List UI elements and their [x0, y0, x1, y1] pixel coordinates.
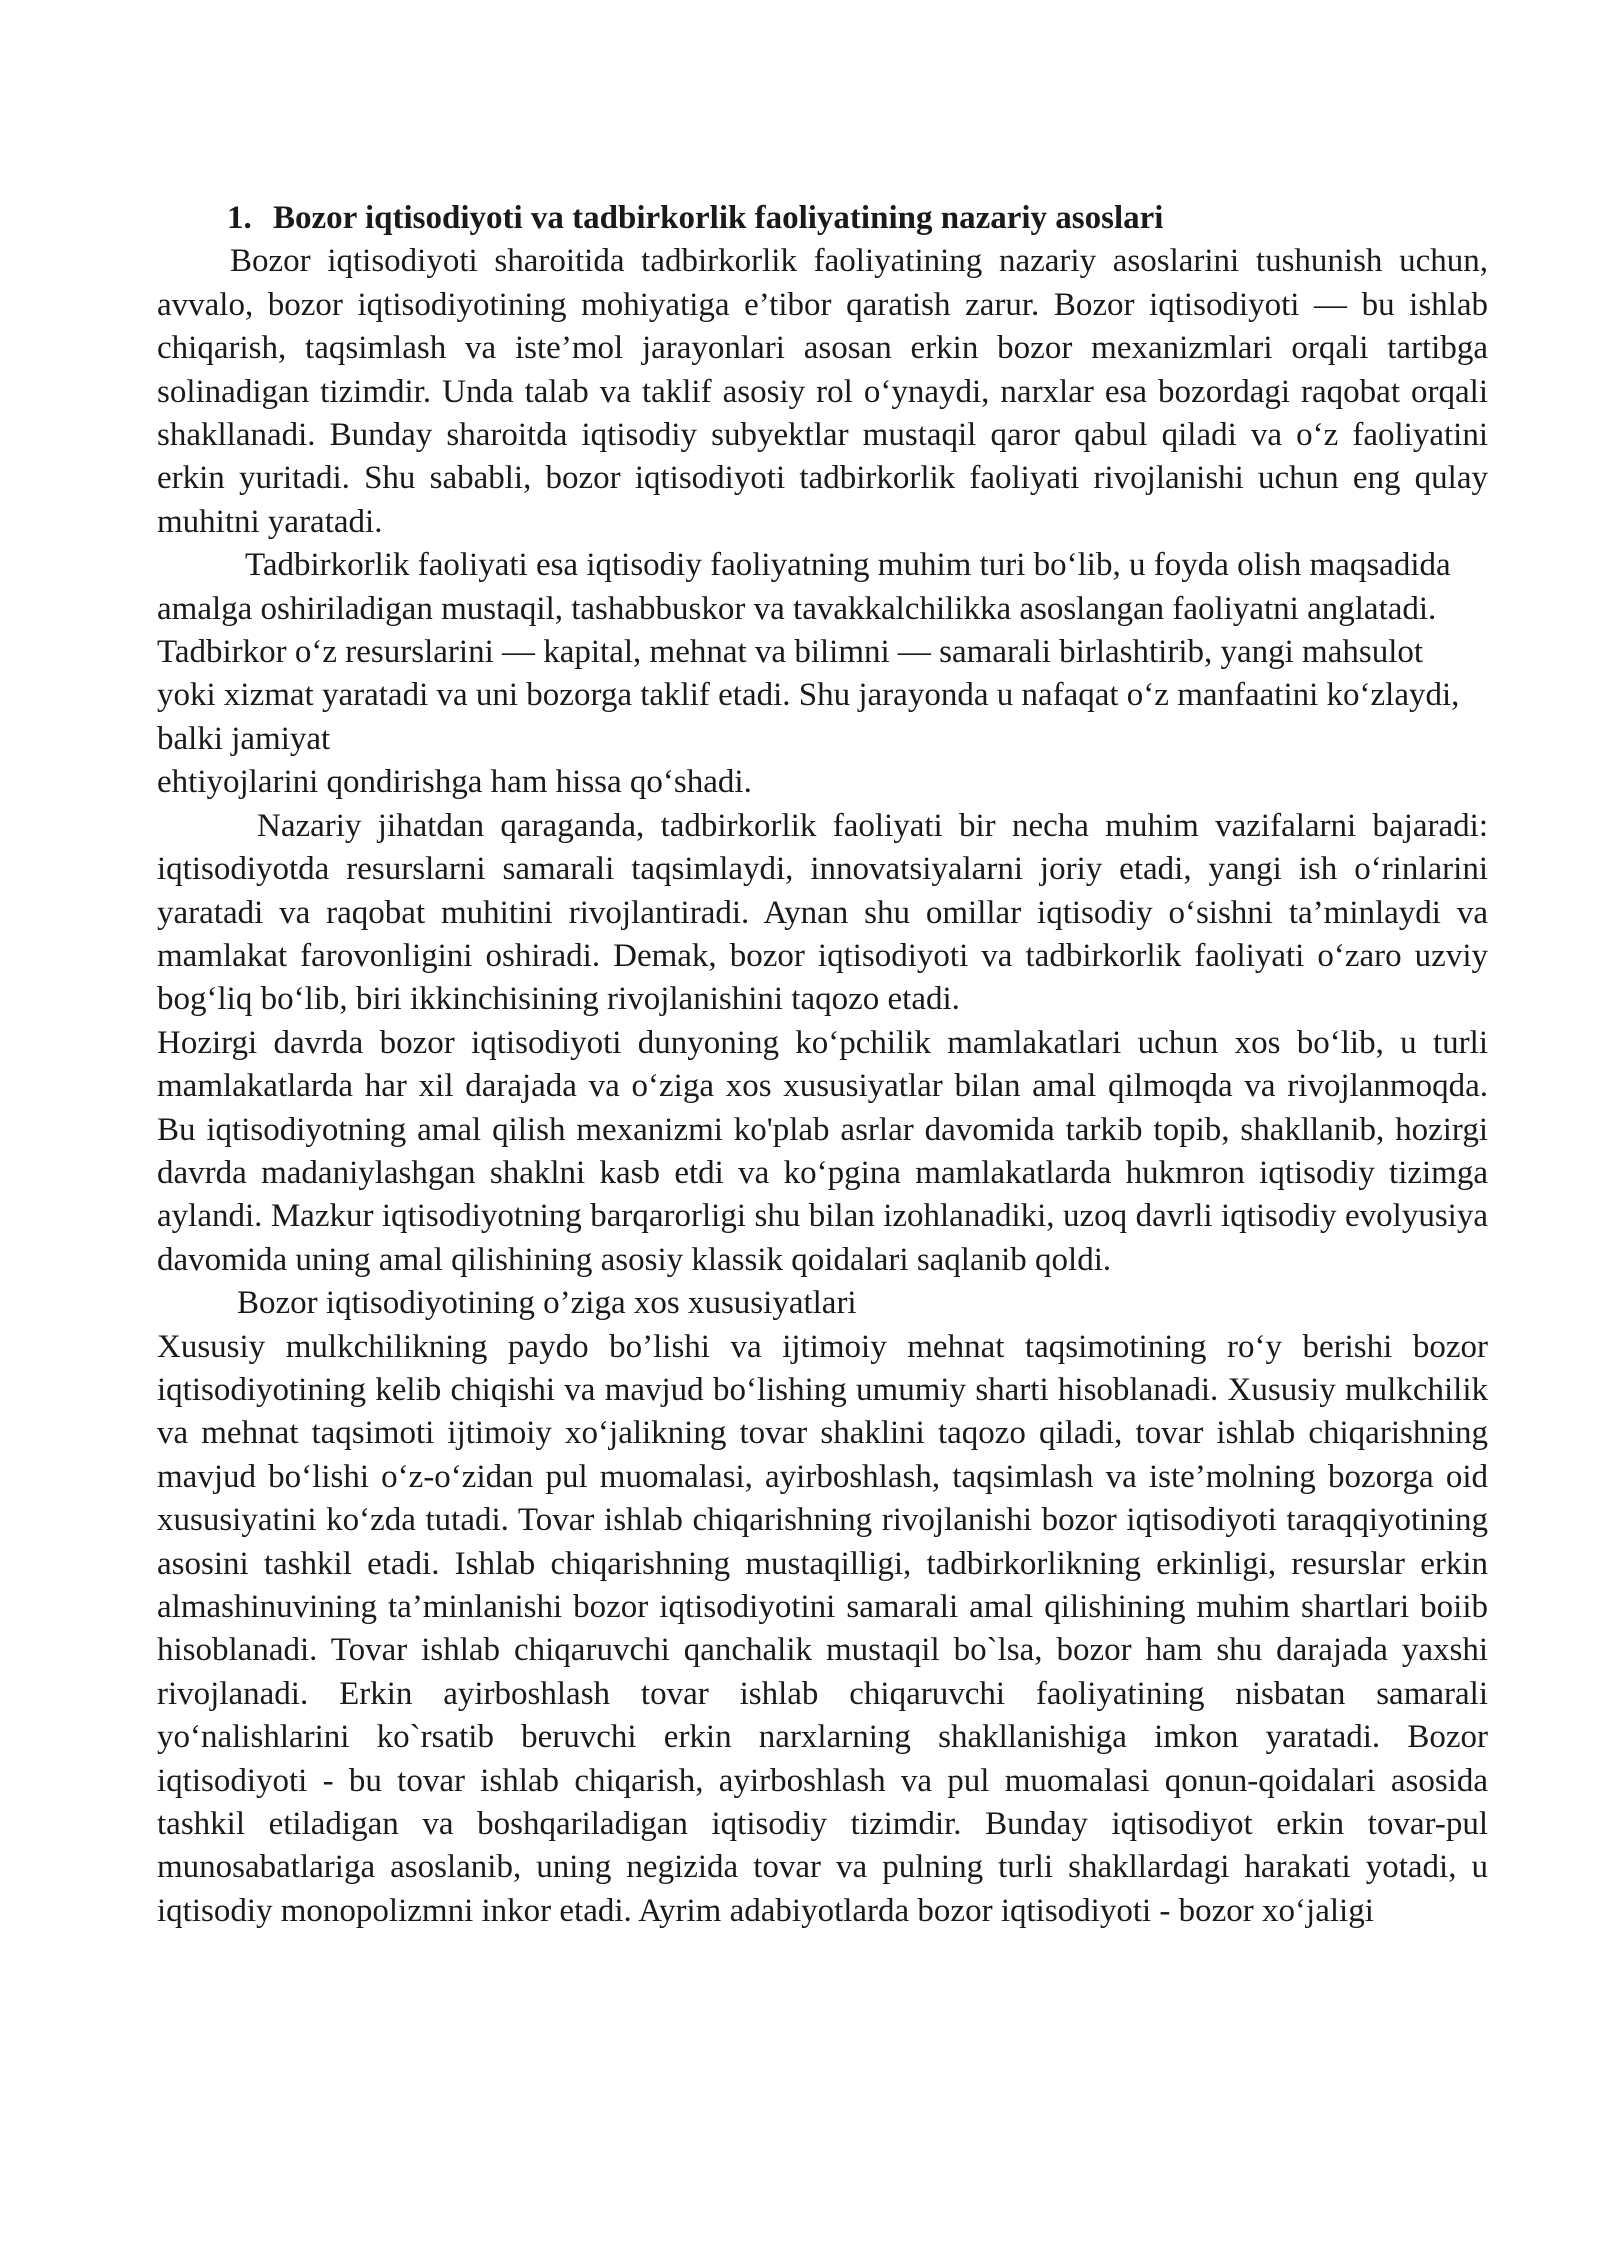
paragraph-3: Nazariy jihatdan qaraganda, tadbirkorlik faoliyati bir necha muhim vazifalarni bajaradi: iqtisodiyotda resurslarni samarali taqsimlaydi, innovatsiyalarni joriy etadi, yangi ish o‘rinlarini yaratadi va raqobat muhitini rivojlantiradi. Aynan shu omillar iqtisodiy o‘sishni ta’minlaydi va mamlakat farovonligini oshiradi. Demak, bozor iqtisodiyoti va tadbirkorlik faoliyati o‘zaro uzviy bog‘liq bo‘lib, biri ikkinchisining rivojlanishini taqozo etadi.	[157, 807, 1488, 1018]
paragraph-2-continuation: ehtiyojlarini qondirishga ham hissa qo‘shadi.	[157, 764, 752, 801]
paragraph-2: Tadbirkorlik faoliyati esa iqtisodiy faoliyatning muhim turi bo‘lib, u foyda olish maqsadida amalga oshiriladigan mustaqil, tashabbuskor va tavakkalchilikka asoslangan faoliyatni anglatadi. Tadbirkor o‘z resurslarini — kapital, mehnat va bilimni — samarali birlashtirib, yangi mahsulot yoki xizmat yaratadi va uni bozorga taklif etadi. Shu jarayonda u nafaqat o‘z manfaatini ko‘zlaydi, balki jamiyat	[157, 547, 1460, 757]
paragraph-4: Hozirgi davrda bozor iqtisodiyoti dunyoning ko‘pchilik mamlakatlari uchun xos bo‘lib, u turli mamlakatlarda har xil darajada va o‘ziga xos xususiyatlar bilan amal qilmoqda va rivojlanmoqda. Bu iqtisodiyotning amal qilish mexanizmi ko'plab asrlar davomida tarkib topib, shakllanib, hozirgi davrda madaniylashgan shaklni kasb etdi va ko‘pgina mamlakatlarda hukmron iqtisodiy tizimga aylandi. Mazkur iqtisodiyotning barqarorligi shu bilan izohlanadiki, uzoq davrli iqtisodiy evolyusiya davomida uning amal qilishining asosiy klassik qoidalari saqlanib qoldi.	[157, 1024, 1488, 1278]
subsection-heading: Bozor iqtisodiyotining o’ziga xos xususiyatlari	[237, 1285, 857, 1322]
section-title: Bozor iqtisodiyoti va tadbirkorlik faoliyatining nazariy asoslari	[273, 200, 1164, 236]
document-page	[157, 197, 1488, 1933]
paragraph-5: Xususiy mulkchilikning paydo bo’lishi va ijtimoiy mehnat taqsimotining ro‘y berishi bozor iqtisodiyotining kelib chiqishi va mavjud bo‘lishing umumiy sharti hisoblanadi. Xususiy mulkchilik va mehnat taqsimoti ijtimoiy xo‘jalikning tovar shaklini taqozo qiladi, tovar ishlab chiqarishning mavjud bo‘lishi o‘z-o‘zidan pul muomalasi, ayirboshlash, taqsimlash va iste’molning bozorga oid xususiyatini ko‘zda tutadi. Tovar ishlab chiqarishning rivojlanishi bozor iqtisodiyoti taraqqiyotining asosini tashkil etadi. Ishlab chiqarishning mustaqilligi, tadbirkorlikning erkinligi, resurslar erkin almashinuvining ta’minlanishi bozor iqtisodiyotini samarali amal qilishining muhim shartlari boiib hisoblanadi. Tovar ishlab chiqaruvchi qanchalik mustaqil bo`lsa, bozor ham shu darajada yaxshi rivojlanadi. Erkin ayirboshlash tovar ishlab chiqaruvchi faoliyatining nisbatan samarali yo‘nalishlarini ko`rsatib beruvchi erkin narxlarning shakllanishiga imkon yaratadi. Bozor iqtisodiyoti - bu tovar ishlab chiqarish, ayirboshlash va pul muomalasi qonun-qoidalari asosida tashkil etiladigan va boshqariladigan iqtisodiy tizimdir. Bunday iqtisodiyot erkin tovar-pul munosabatlariga asoslanib, uning negizida tovar va pulning turli shakllardagi harakati yotadi, u iqtisodiy monopolizmni inkor etadi. Ayrim adabiyotlarda bozor iqtisodiyoti - bozor xo‘jaligi	[157, 1328, 1488, 1929]
section-number: 1.	[227, 200, 252, 236]
paragraph-1: Bozor iqtisodiyoti sharoitida tadbirkorlik faoliyatining nazariy asoslarini tushunish uchun, avvalo, bozor iqtisodiyotining mohiyatiga e’tibor qaratish zarur. Bozor iqtisodiyoti — bu ishlab chiqarish, taqsimlash va iste’mol jarayonlari asosan erkin bozor mexanizmlari orqali tartibga solinadigan tizimdir. Unda talab va taklif asosiy rol o‘ynaydi, narxlar esa bozordagi raqobat orqali shakllanadi. Bunday sharoitda iqtisodiy subyektlar mustaqil qaror qabul qiladi va o‘z faoliyatini erkin yuritadi. Shu sababli, bozor iqtisodiyoti tadbirkorlik faoliyati rivojlanishi uchun eng qulay muhitni yaratadi.	[157, 243, 1488, 540]
section-heading	[157, 197, 1488, 240]
